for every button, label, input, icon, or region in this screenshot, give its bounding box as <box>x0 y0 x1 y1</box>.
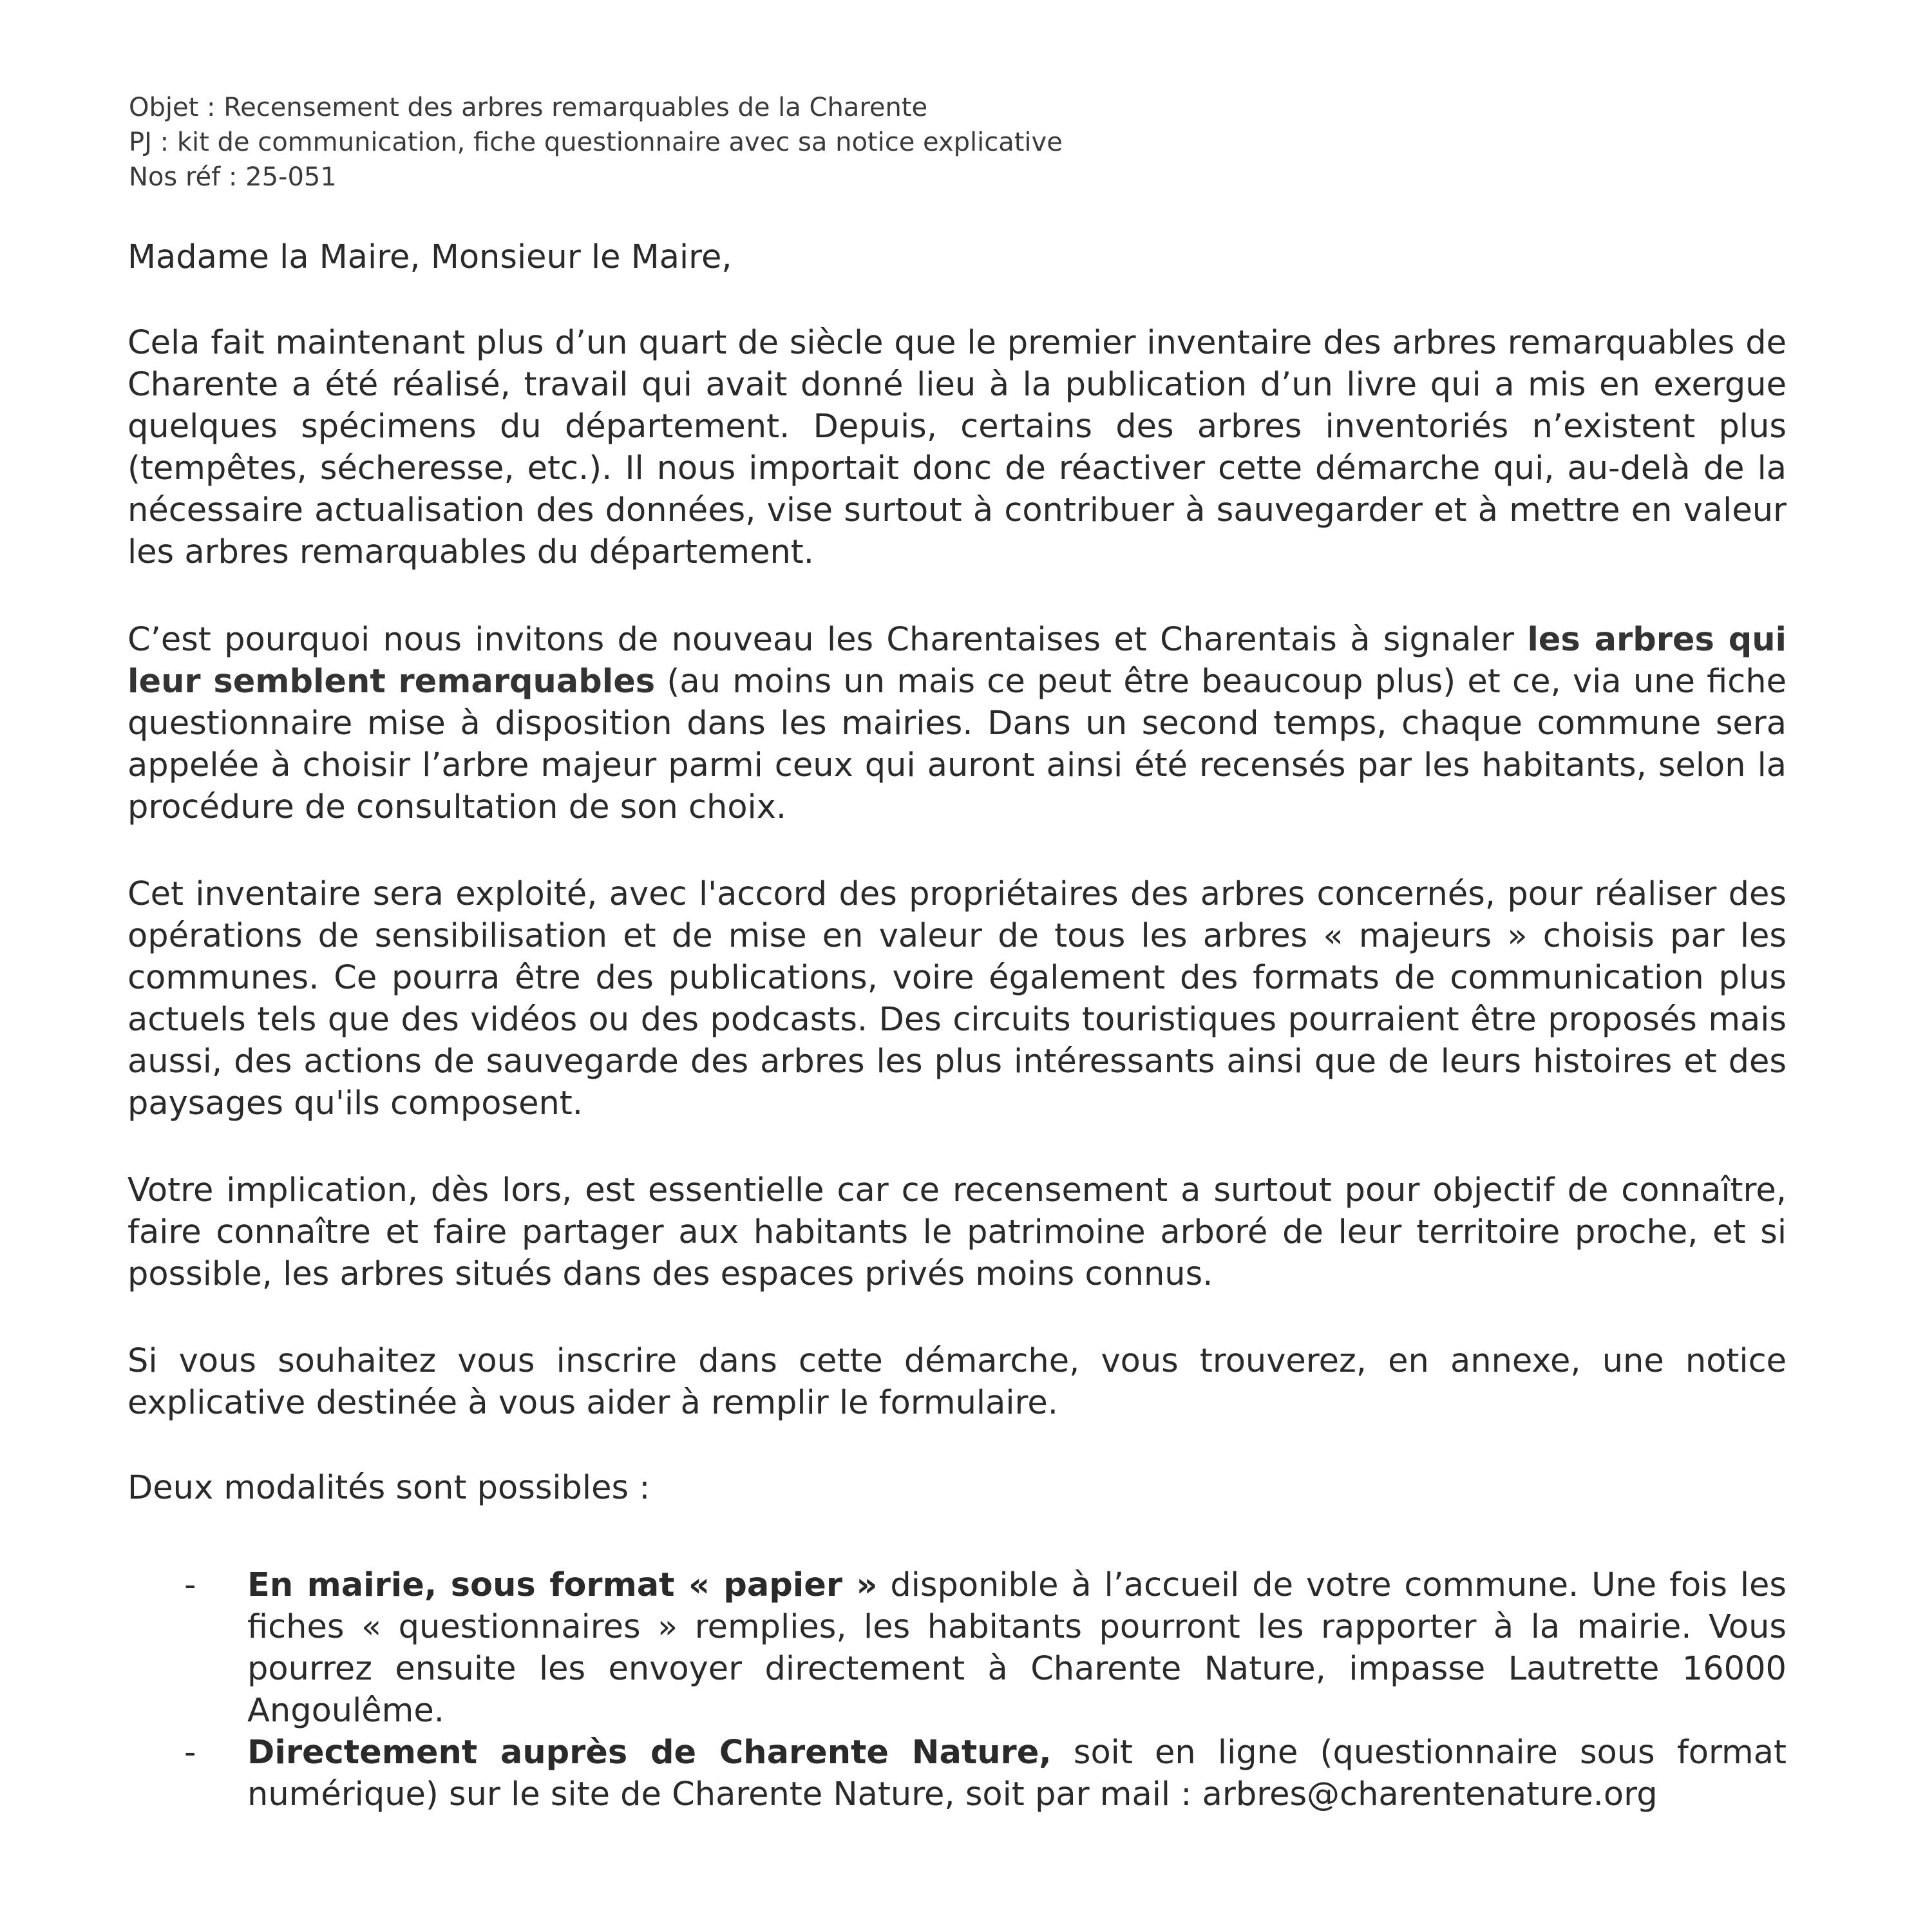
paragraph-invitation <box>128 619 1787 828</box>
modalities-list <box>128 1564 1787 1815</box>
paragraph-invitation-end: (au moins un mais ce peut être beaucoup plus) et ce, via une fiche questionnaire mise à disposition dans les mairies. Dans un second temps, chaque commune sera appelée à choisir l’arbre majeur parmi ceux qui auront ainsi été recensés par les habitants, selon la procédure de consultation de son choix. <box>128 663 1787 826</box>
paragraph-involvement: Votre implication, dès lors, est essentielle car ce recensement a surtout pour objectif de connaître, faire connaître et faire partager aux habitants le patrimoine arboré de leur territoire proche, et si possible, les arbres situés dans des espaces privés moins connus. <box>128 1171 1787 1293</box>
list-item <box>128 1732 1787 1815</box>
list-item-bold: Directement auprès de Charente Nature, <box>247 1734 1052 1772</box>
paragraph-invitation-bold: les arbres qui leur semblent remarquables <box>128 621 1787 701</box>
attachments-line: PJ : kit de communication, fiche questionnaire avec sa notice explicative <box>129 128 1063 157</box>
paragraph-annex: Si vous souhaitez vous inscrire dans cette démarche, vous trouverez, en annexe, une notice explicative destinée à vous aider à remplir le formulaire. <box>128 1342 1787 1422</box>
list-item-text: soit en ligne (questionnaire sous format numérique) sur le site de Charente Nature, soit par mail : arbres@charentenature.org <box>247 1734 1787 1814</box>
list-bullet: - <box>184 1566 196 1604</box>
list-item <box>128 1564 1787 1732</box>
list-item-text: disponible à l’accueil de votre commune. Une fois les fiches « questionnaires » remplies, les habitants pourront les rapporter à la mairie. Vous pourrez ensuite les envoyer directement à Charente Nature, impasse Lautrette 16000 Angoulême. <box>247 1566 1787 1730</box>
list-item-bold: En mairie, sous format « papier » <box>247 1566 878 1604</box>
salutation: Madame la Maire, Monsieur le Maire, <box>128 238 732 276</box>
reference-line: Nos réf : 25-051 <box>129 162 337 192</box>
paragraph-intro: Cela fait maintenant plus d’un quart de siècle que le premier inventaire des arbres remarquables de Charente a été réalisé, travail qui avait donné lieu à la publication d’un livre qui a mis en exergue quelques spécimens du département. Depuis, certains des arbres inventoriés n’existent plus (tempêtes, sécheresse, etc.). Il nous importait donc de réactiver cette démarche qui, au-delà de la nécessaire actualisation des données, vise surtout à contribuer à sauvegarder et à mettre en valeur les arbres remarquables du département. <box>128 324 1787 571</box>
paragraph-invitation-start: C’est pourquoi nous invitons de nouveau les Charentaises et Charentais à signaler <box>128 621 1528 659</box>
subject-line: Objet : Recensement des arbres remarquables de la Charente <box>129 93 928 122</box>
letter-header <box>129 90 1739 194</box>
paragraph-usage: Cet inventaire sera exploité, avec l'accord des propriétaires des arbres concernés, pour réaliser des opérations de sensibilisation et de mise en valeur de tous les arbres « majeurs » choisis par les communes. Ce pourra être des publications, voire également des formats de communication plus actuels tels que des vidéos ou des podcasts. Des circuits touristiques pourraient être proposés mais aussi, des actions de sauvegarde des arbres les plus intéressants ainsi que de leurs histoires et des paysages qu'ils composent. <box>128 875 1787 1122</box>
paragraph-modalities: Deux modalités sont possibles : <box>128 1469 650 1507</box>
list-bullet: - <box>184 1734 196 1772</box>
